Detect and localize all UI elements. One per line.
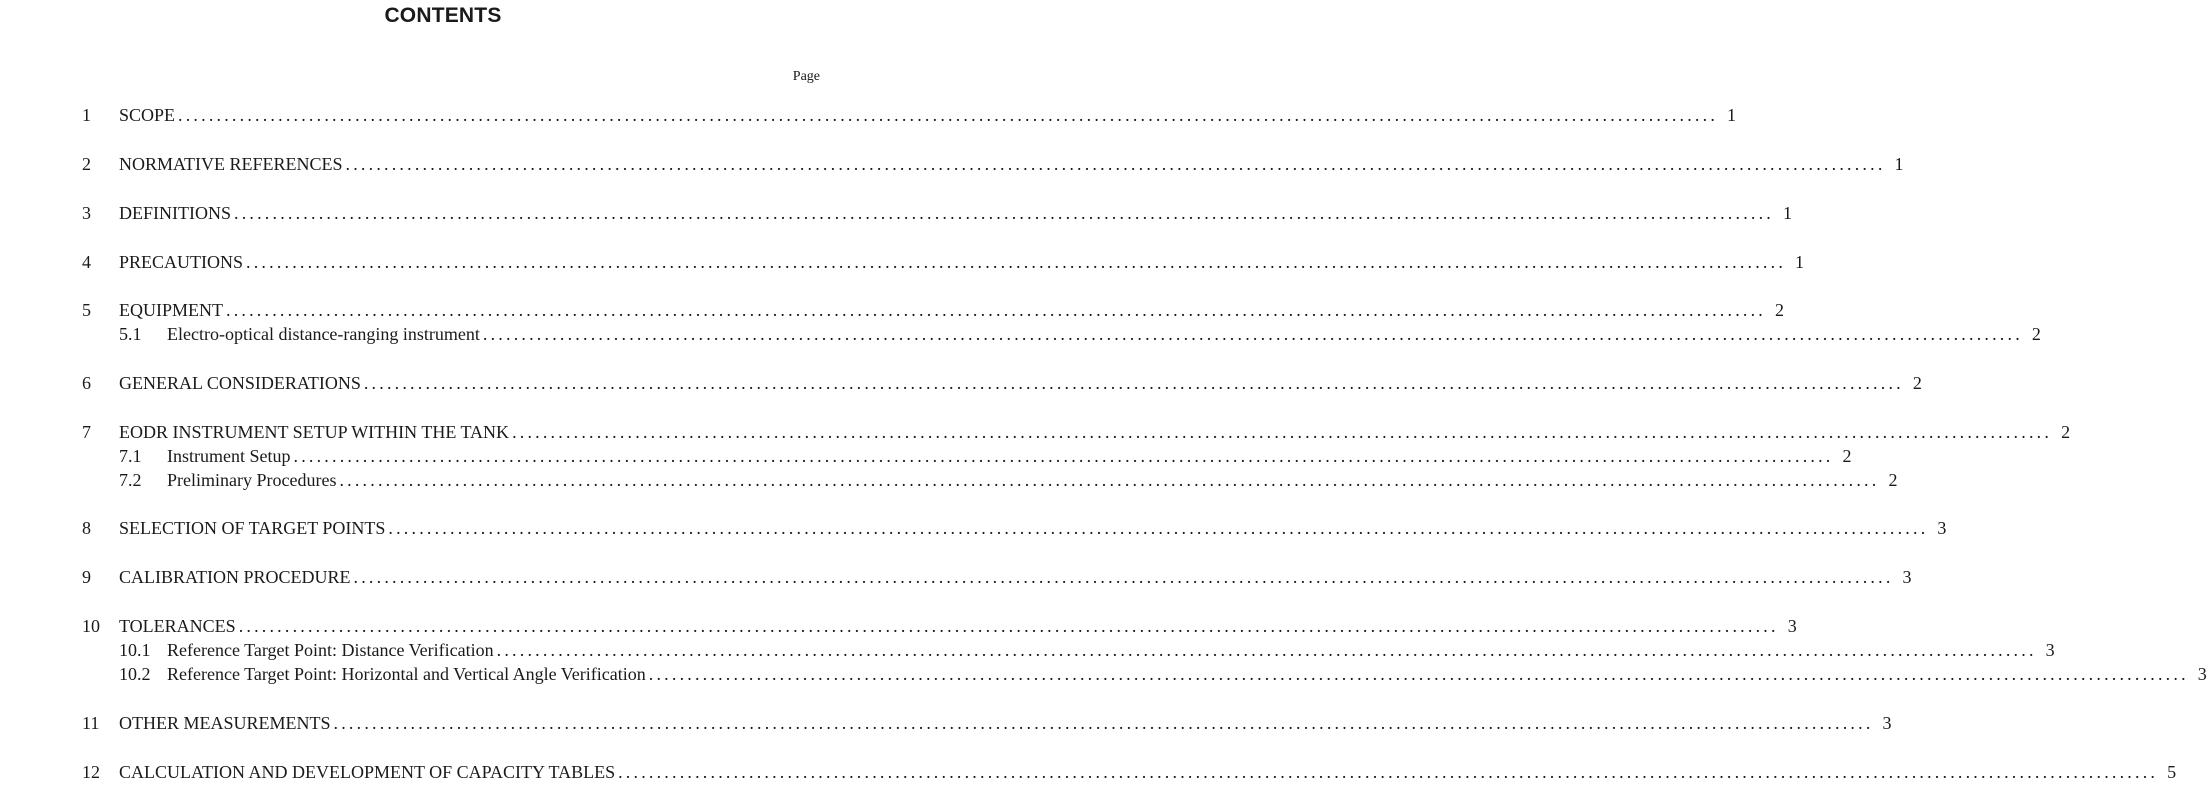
toc-entry-number: 9 <box>82 567 91 587</box>
toc-entry-title: NORMATIVE REFERENCES <box>119 154 343 174</box>
toc-entry[interactable] <box>82 469 1898 491</box>
toc-entry-page-number: 1 <box>1795 252 1805 272</box>
dot-leader: ........................................................................................................................................................................................................ <box>353 567 1894 587</box>
dot-leader: ........................................................................................................................................................................................................ <box>496 640 2037 660</box>
toc-entry-number: 7 <box>82 422 91 442</box>
toc-entry-title: Electro-optical distance-ranging instrument <box>167 324 480 344</box>
toc-entry[interactable] <box>82 153 1904 175</box>
toc-entry-page-number: 3 <box>2197 664 2207 684</box>
toc-entry[interactable] <box>82 445 1852 467</box>
dot-leader: ........................................................................................................................................................................................................ <box>178 105 1719 125</box>
toc-entry[interactable] <box>82 615 1797 637</box>
toc-entry-page-number: 1 <box>1894 154 1904 174</box>
toc-entry-number: 8 <box>82 518 91 538</box>
toc-entry-title: DEFINITIONS <box>119 203 231 223</box>
dot-leader: ........................................................................................................................................................................................................ <box>345 154 1886 174</box>
toc-entry-number: 5 <box>82 300 91 320</box>
dot-leader: ........................................................................................................................................................................................................ <box>293 446 1834 466</box>
toc-entry-page-number: 5 <box>2167 762 2177 782</box>
toc-entry-title: EQUIPMENT <box>119 300 223 320</box>
toc-entry[interactable] <box>82 372 1922 394</box>
toc-entry-number: 7.1 <box>119 446 142 466</box>
toc-entry[interactable] <box>82 104 1737 126</box>
toc-entry-page-number: 2 <box>1842 446 1852 466</box>
dot-leader: ........................................................................................................................................................................................................ <box>246 252 1787 272</box>
toc-entry-number: 10 <box>82 616 100 636</box>
toc-entry-page-number: 3 <box>2045 640 2055 660</box>
toc-entry-page-number: 2 <box>2061 422 2071 442</box>
toc-entry-title: EODR INSTRUMENT SETUP WITHIN THE TANK <box>119 422 510 442</box>
toc-entry-title: SCOPE <box>119 105 176 125</box>
toc-entry-page-number: 2 <box>2031 324 2041 344</box>
dot-leader: ........................................................................................................................................................................................................ <box>333 713 1874 733</box>
dot-leader: ........................................................................................................................................................................................................ <box>388 518 1929 538</box>
page-title: CONTENTS <box>384 4 502 27</box>
dot-leader: ........................................................................................................................................................................................................ <box>339 470 1880 490</box>
toc-entry-number: 2 <box>82 154 91 174</box>
toc-entry-number: 1 <box>82 105 91 125</box>
dot-leader: ........................................................................................................................................................................................................ <box>226 300 1766 320</box>
toc-entry-page-number: 3 <box>1787 616 1797 636</box>
toc-entry-number: 11 <box>82 713 100 733</box>
toc-entry-number: 10.2 <box>119 664 151 684</box>
toc-entry-page-number: 3 <box>1882 713 1892 733</box>
toc-entry[interactable] <box>82 639 2055 661</box>
toc-entry-page-number: 2 <box>1775 300 1784 320</box>
toc-entry-page-number: 2 <box>1912 373 1922 393</box>
toc-entry-title: Preliminary Procedures <box>167 470 337 490</box>
toc-entry-title: Instrument Setup <box>167 446 291 466</box>
toc-entry[interactable] <box>82 517 1947 539</box>
toc-entry-title: OTHER MEASUREMENTS <box>119 713 331 733</box>
toc-entry-page-number: 1 <box>1783 203 1792 223</box>
toc-entry-page-number: 1 <box>1727 105 1737 125</box>
toc-entry[interactable] <box>82 566 1912 588</box>
toc-entry-page-number: 2 <box>1888 470 1898 490</box>
dot-leader: ........................................................................................................................................................................................................ <box>648 664 2189 684</box>
dot-leader: ........................................................................................................................................................................................................ <box>482 324 2023 344</box>
toc-entry-number: 10.1 <box>119 640 151 660</box>
page-column-label: Page <box>792 69 820 84</box>
toc-entry[interactable] <box>82 251 1805 273</box>
toc-entry-number: 5.1 <box>119 324 142 344</box>
toc-entry[interactable] <box>82 421 2071 443</box>
toc-entry-title: Reference Target Point: Distance Verification <box>167 640 494 660</box>
toc-entry-number: 6 <box>82 373 91 393</box>
toc-entry[interactable] <box>82 202 1792 224</box>
dot-leader: ........................................................................................................................................................................................................ <box>238 616 1779 636</box>
toc-entry-number: 4 <box>82 252 91 272</box>
toc-entry-title: TOLERANCES <box>119 616 236 636</box>
dot-leader: ........................................................................................................................................................................................................ <box>363 373 1904 393</box>
toc-entry-number: 3 <box>82 203 91 223</box>
toc-entry[interactable] <box>82 712 1892 734</box>
toc-entry-page-number: 3 <box>1902 567 1912 587</box>
toc-entry-title: SELECTION OF TARGET POINTS <box>119 518 386 538</box>
toc-entry[interactable] <box>82 299 1784 321</box>
dot-leader: ........................................................................................................................................................................................................ <box>234 203 1774 223</box>
dot-leader: ........................................................................................................................................................................................................ <box>512 422 2053 442</box>
toc-entry-title: CALCULATION AND DEVELOPMENT OF CAPACITY TABLES <box>119 762 616 782</box>
toc-entry-title: PRECAUTIONS <box>119 252 244 272</box>
dot-leader: ........................................................................................................................................................................................................ <box>618 762 2159 782</box>
toc-entry-number: 12 <box>82 762 100 782</box>
toc-entry-number: 7.2 <box>119 470 142 490</box>
toc-entry[interactable] <box>82 663 2207 685</box>
toc-entry[interactable] <box>82 761 2177 783</box>
toc-entry[interactable] <box>82 323 2041 345</box>
toc-entry-title: GENERAL CONSIDERATIONS <box>119 373 361 393</box>
toc-entry-page-number: 3 <box>1937 518 1947 538</box>
toc-entry-title: CALIBRATION PROCEDURE <box>119 567 351 587</box>
toc-entry-title: Reference Target Point: Horizontal and Vertical Angle Verification <box>167 664 646 684</box>
